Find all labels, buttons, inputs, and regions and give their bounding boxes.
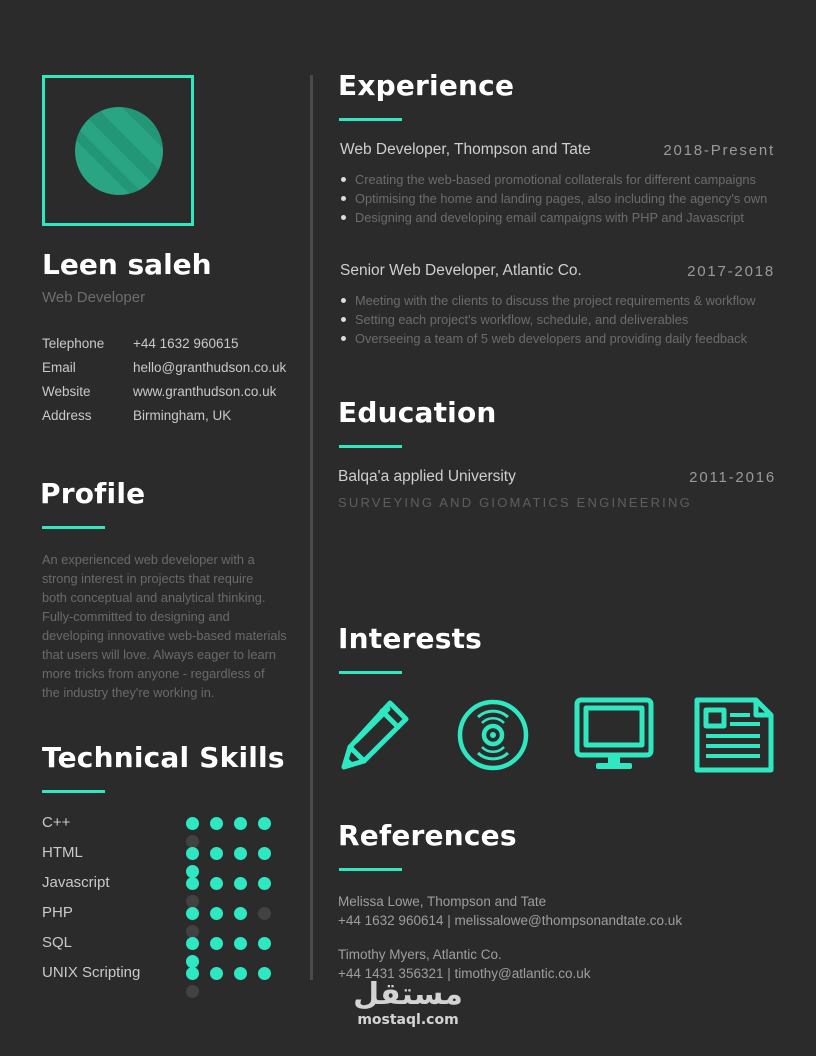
skill-name: Javascript — [42, 874, 110, 891]
references-heading: References — [338, 819, 517, 852]
education-heading: Education — [338, 396, 497, 429]
skill-dot-filled — [258, 967, 271, 980]
education-date: 2011-2016 — [689, 469, 776, 486]
job-bullets — [339, 170, 767, 227]
profile-line: Fully-committed to designing and — [42, 609, 230, 624]
person-name: Leen saleh — [42, 248, 212, 281]
profile-line: both conceptual and analytical thinking. — [42, 590, 266, 605]
skill-dot-filled — [210, 937, 223, 950]
profile-line: strong interest in projects that require — [42, 571, 254, 586]
school-name: Balqa'a applied University — [338, 468, 516, 485]
watermark-arabic: مستقل — [353, 977, 463, 1012]
reference-name: Timothy Myers, Atlantic Co. — [338, 947, 502, 962]
profile-line: that users will love. Always eager to learn — [42, 647, 277, 662]
skill-level-dots — [186, 967, 302, 1003]
newspaper-icon — [694, 697, 774, 773]
vinyl-disc-icon — [456, 697, 532, 773]
skill-name: SQL — [42, 934, 73, 951]
reference-contact[interactable]: +44 1632 960614 | melissalowe@thompsonandtate.co.uk — [338, 913, 683, 928]
job-bullets — [339, 291, 755, 348]
contact-label: Telephone — [42, 336, 105, 351]
profile-photo-frame — [42, 75, 194, 226]
pencil-icon — [338, 697, 414, 773]
skill-dot-filled — [234, 907, 247, 920]
contact-telephone — [42, 336, 238, 351]
job-date: 2017-2018 — [687, 263, 775, 280]
job-bullet: Setting each project's workflow, schedule, and deliverables — [355, 310, 755, 329]
profile-line: more tricks from anyone - regardless of — [42, 666, 265, 681]
skill-dot-filled — [234, 967, 247, 980]
skill-dot-filled — [186, 967, 199, 980]
contact-label: Address — [42, 408, 92, 423]
skill-dot-empty — [186, 985, 199, 998]
skill-dot-filled — [210, 877, 223, 890]
interests-heading: Interests — [338, 622, 483, 655]
skill-row — [42, 934, 302, 954]
skill-dot-filled — [258, 817, 271, 830]
contact-email — [42, 360, 286, 375]
contact-label: Website — [42, 384, 91, 399]
skill-name: UNIX Scripting — [42, 964, 141, 981]
profile-line: the industry they're working in. — [42, 685, 215, 700]
monitor-icon — [574, 697, 654, 773]
job-bullet: Overseeing a team of 5 web developers and providing daily feedback — [355, 329, 755, 348]
job-title: Senior Web Developer, Atlantic Co. — [340, 262, 582, 279]
job-title: Web Developer, Thompson and Tate — [340, 141, 591, 158]
skill-row — [42, 874, 302, 894]
skill-dot-filled — [186, 937, 199, 950]
job-bullet: Creating the web-based promotional collaterals for different campaigns — [355, 170, 767, 189]
experience-accent-line — [339, 118, 402, 121]
mostaql-watermark — [338, 978, 478, 1028]
skill-dot-filled — [234, 847, 247, 860]
skill-row — [42, 964, 302, 984]
skills-heading: Technical Skills — [42, 741, 285, 774]
skill-row — [42, 844, 302, 864]
skill-dot-filled — [258, 877, 271, 890]
person-title: Web Developer — [42, 289, 146, 306]
skill-dot-filled — [186, 847, 199, 860]
job-bullet: Optimising the home and landing pages, also including the agency's own — [355, 191, 768, 206]
profile-line: An experienced web developer with a — [42, 552, 255, 567]
skills-accent-line — [42, 790, 105, 793]
job-date: 2018-Present — [663, 142, 775, 159]
experience-heading: Experience — [338, 69, 515, 102]
skill-dot-filled — [186, 877, 199, 890]
skill-dot-filled — [210, 967, 223, 980]
contact-address — [42, 408, 231, 423]
skill-dot-filled — [258, 847, 271, 860]
address-value: Birmingham, UK — [133, 408, 232, 423]
watermark-latin: mostaql.com — [357, 1012, 459, 1028]
skill-name: HTML — [42, 844, 83, 861]
skill-dot-filled — [210, 817, 223, 830]
interests-accent-line — [339, 671, 402, 674]
reference-name: Melissa Lowe, Thompson and Tate — [338, 894, 547, 909]
job-bullet: Meeting with the clients to discuss the project requirements & workflow — [355, 293, 756, 308]
skill-dot-filled — [186, 907, 199, 920]
email-link[interactable]: hello@granthudson.co.uk — [133, 360, 287, 375]
skill-dot-filled — [234, 937, 247, 950]
profile-heading: Profile — [40, 477, 146, 510]
contact-website — [42, 384, 276, 399]
profile-accent-line — [42, 526, 105, 529]
reference-contact[interactable]: +44 1431 356321 | timothy@atlantic.co.uk — [338, 966, 591, 981]
skill-name: PHP — [42, 904, 73, 921]
website-link[interactable]: www.granthudson.co.uk — [133, 384, 277, 399]
skill-dot-filled — [210, 847, 223, 860]
job-bullet: Designing and developing email campaigns with PHP and Javascript — [355, 208, 767, 227]
skill-dot-filled — [210, 907, 223, 920]
skill-row — [42, 814, 302, 834]
telephone-value[interactable]: +44 1632 960615 — [133, 336, 239, 351]
avatar — [45, 78, 191, 223]
profile-line: developing innovative web-based materials — [42, 628, 287, 643]
reference-item — [338, 892, 682, 930]
column-divider — [310, 75, 313, 980]
education-accent-line — [339, 445, 402, 448]
profile-summary — [42, 550, 287, 702]
skill-dot-filled — [234, 877, 247, 890]
skill-name: C++ — [42, 814, 71, 831]
skill-dot-empty — [258, 907, 271, 920]
skill-dot-filled — [234, 817, 247, 830]
skill-dot-filled — [258, 937, 271, 950]
degree-name: SURVEYING AND GIOMATICS ENGINEERING — [338, 495, 692, 510]
skill-row — [42, 904, 302, 924]
contact-label: Email — [42, 360, 76, 375]
references-accent-line — [339, 868, 402, 871]
skill-dot-filled — [186, 817, 199, 830]
